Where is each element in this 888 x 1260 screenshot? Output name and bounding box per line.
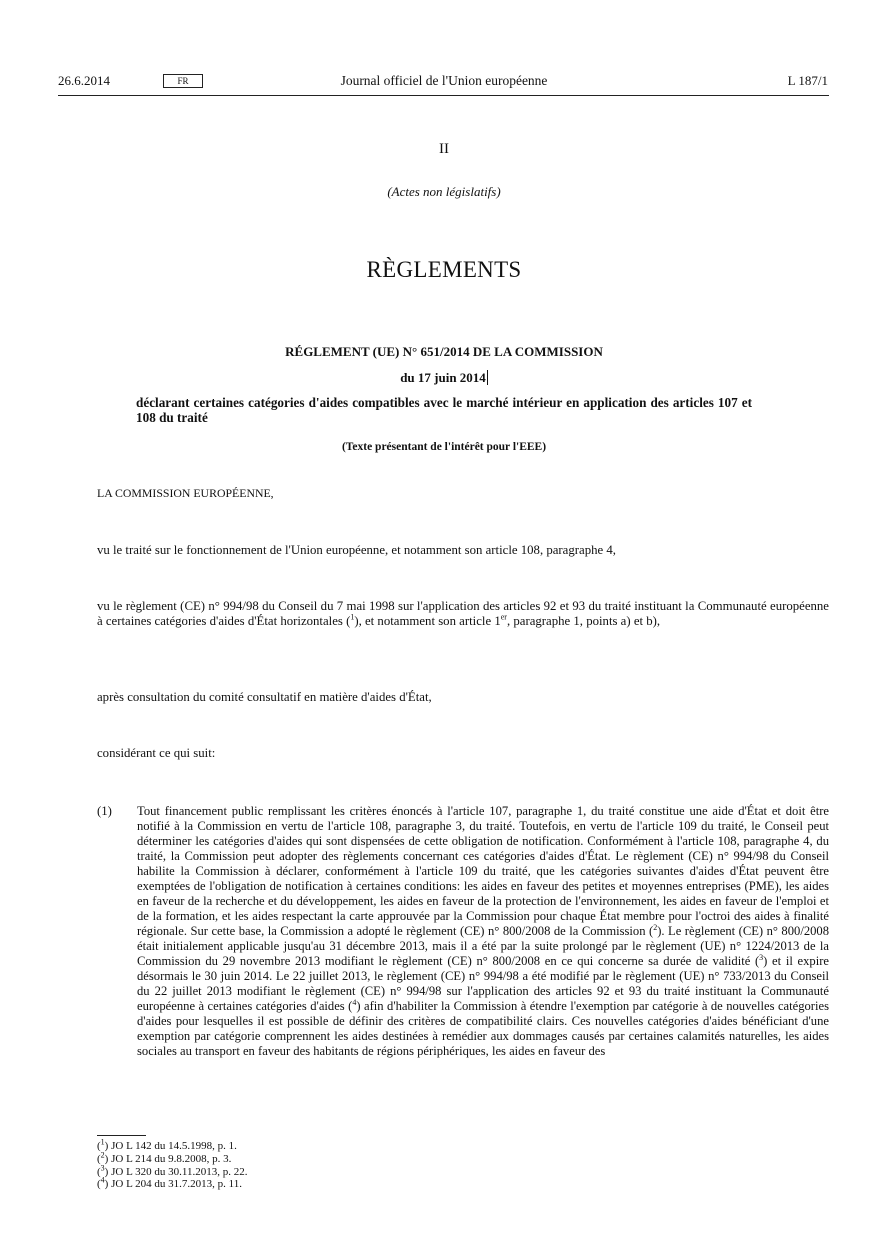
footnote-text: JO L 320 du 30.11.2013, p. 22. [111,1165,248,1178]
footnote-number: 4 [100,1175,105,1185]
considering-heading: considérant ce qui suit: [97,746,216,760]
citation-text-a: vu le règlement (CE) n° 994/98 du Conseil du 7 mai 1998 sur l'application des articles 92 et 93 du traité instituant la Communauté européenne à certaines catégories d'aides d'État horizontales ( [97,599,829,628]
eee-relevance: (Texte présentant de l'intérêt pour l'EEE) [341,441,547,453]
footnote-text: JO L 204 du 31.7.2013, p. 11. [111,1178,242,1191]
ordinal-suffix: er [500,612,507,622]
regulation-title: RÉGLEMENT (UE) N° 651/2014 DE LA COMMISSION [285,344,603,359]
footnote-number: 3 [100,1162,105,1172]
part-number: II [439,141,449,157]
footnotes [97,1137,248,1191]
citation-text-b: ), et notamment son article 1 [354,614,501,628]
footnote-ref[interactable]: 3 [759,952,764,962]
citation-regulation [97,599,829,629]
regulation-subject: déclarant certaines catégories d'aides compatibles avec le marché intérieur en application des articles 107 et 108 du traité [136,395,752,425]
page-number: L 187/1 [787,73,828,88]
recital-text-part: ) afin d'habiliter la Commission à étendre l'exemption par catégorie à de nouvelles catégories d'aides pour lesquelles il est possible de définir des critères de compatibilité clairs. Ces nouvelles catégories d'aides bénéficiant d'une exemption par catégorie comprennent les aides destinées à remédier aux dommages causés par certaines calamités naturelles, les aides sociales au transport en faveur des habitants de régions périphériques, les aides en faveur des [137,999,829,1058]
text-cursor [487,370,488,385]
footnote-text: JO L 142 du 14.5.1998, p. 1. [111,1140,237,1152]
header-rule [58,95,829,96]
recital-text-part: Tout financement public remplissant les critères énoncés à l'article 107, paragraphe 1, du traité constitue une aide d'État et doit être notifié à la Commission en vertu de l'article 108, paragraphe 3, du traité. Toutefois, en vertu de l'article 109 du traité, le Conseil peut déterminer les catégories d'aides qui sont dispensées de cette obligation de notification. Conformément à l'article 108, paragraphe 4, du traité, la Commission peut adopter des règlements concernant ces catégories d'aides d'État. Le règlement (CE) n° 994/98 du Conseil habilite la Commission à déclarer, conformément à l'article 109 du traité, que les catégories suivantes d'aides d'État peuvent être exemptées de l'obligation de notification à certaines conditions: les aides en faveur des petites et moyennes entreprises (PME), les aides en faveur de la recherche et du développement, les aides en faveur de la protection de l'environnement, les aides en faveur de l'emploi et de la formation, et les aides respectant la carte approuvée par la Commission pour chaque État membre pour l'octroi des aides à finalité régionale. Sur cette base, la Commission a adopté le règlement (CE) n° 800/2008 de la Commission ( [137,804,829,938]
footnote: ($^1$) JO L 142 du 14.5.1998, p. 1. [97,1137,237,1152]
recital-number: (1) [97,804,112,818]
footnote-ref[interactable]: 4 [352,997,357,1007]
footnote-ref[interactable]: 2 [653,922,658,932]
regulation-date: du 17 juin 2014 [400,370,486,385]
recital-text-part: ). Le règlement (CE) n° 800/2008 était initialement applicable jusqu'au 31 décembre 2013, mais il a été par la suite prolongé par le règlement (UE) n° 1224/2013 de la Commission du 29 novembre 2013 modifiant le règlement (CE) n° 800/2008 en ce qui concerne sa durée de validité ( [137,924,830,968]
regulation-date-line [0,370,888,386]
recital-text [137,804,829,1059]
section-title: RÈGLEMENTS [366,257,522,282]
footnote-ref[interactable]: 1 [350,612,355,622]
footnote-rule [97,1135,146,1136]
footnote-text: JO L 214 du 9.8.2008, p. 3. [111,1152,232,1165]
recital-text-part: ) et il expire désormais le 30 juin 2014. Le 22 juillet 2013, le règlement (CE) n° 994/98 a été modifié par le règlement (UE) n° 733/2013 du Conseil du 22 juillet 2013 modifiant le règlement (CE) n° 994/98 sur l'application des articles 92 et 93 du traité instituant la Communauté européenne à certaines catégories d'aides ( [137,954,829,1013]
citation-treaty: vu le traité sur le fonctionnement de l'Union européenne, et notamment son article 108, paragraphe 4, [97,543,616,557]
footnote: ($^2$) JO L 214 du 9.8.2008, p. 3. [97,1150,232,1165]
language-badge: FR [163,74,203,88]
header-date: 26.6.2014 [58,73,110,88]
footnote: ($^4$) JO L 204 du 31.7.2013, p. 11. [97,1175,242,1191]
citation-text-c: , paragraphe 1, points a) et b), [506,614,661,628]
footnote-number: 2 [100,1150,105,1160]
footnote-number: 1 [100,1137,105,1147]
commission-heading: LA COMMISSION EUROPÉENNE, [97,486,274,500]
footnote: ($^3$) JO L 320 du 30.11.2013, p. 22. [97,1162,248,1178]
part-subheading: (Actes non législatifs) [387,184,501,199]
journal-title: Journal officiel de l'Union européenne [340,73,548,88]
citation-consultation: après consultation du comité consultatif en matière d'aides d'État, [97,690,432,704]
